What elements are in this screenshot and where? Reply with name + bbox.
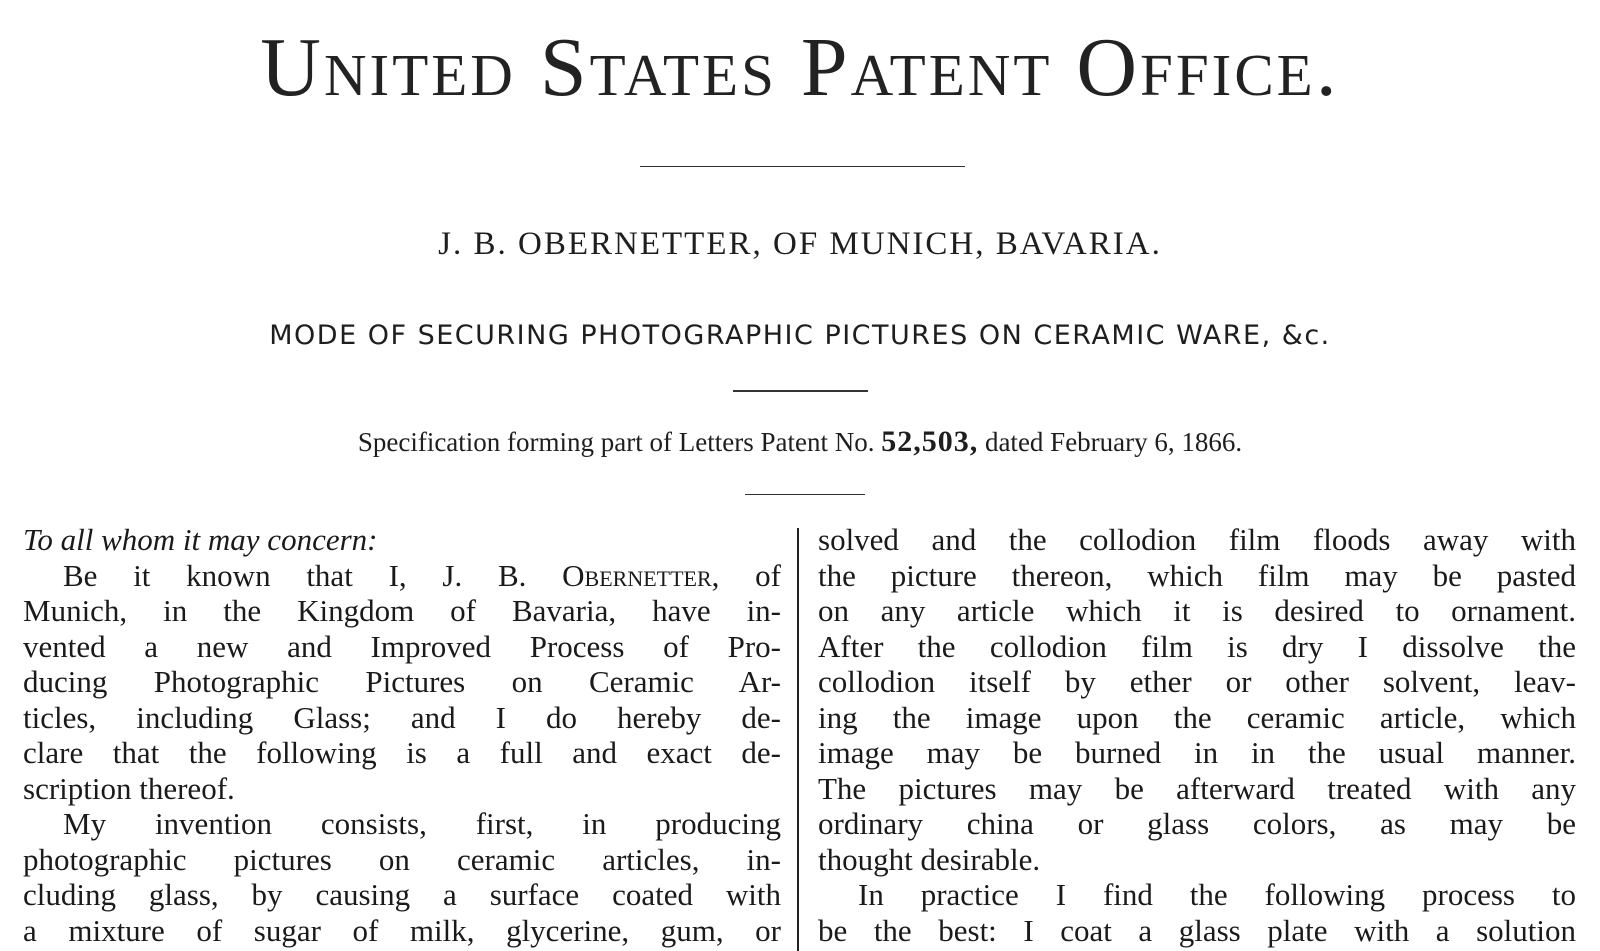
- office-heading: United States Patent Office.: [260, 21, 1340, 114]
- paragraph: [818, 522, 1576, 877]
- text-line: ducing Photographic Pictures on Ceramic Ar-: [23, 664, 781, 699]
- column-divider: [797, 528, 799, 951]
- text-segment: Be it known that I, J. B.: [63, 557, 527, 593]
- divider-rule: [745, 494, 865, 495]
- right-column: [818, 522, 1576, 948]
- text-line: be the best: I coat a glass plate with a solution: [818, 912, 1576, 948]
- inventor-line: J. B. OBERNETTER, OF MUNICH, BAVARIA.: [438, 226, 1162, 262]
- text-line: [23, 558, 781, 594]
- divider-rule: [733, 390, 868, 392]
- text-line: After the collodion film is dry I dissolve the: [818, 628, 1576, 664]
- text-line: ing the image upon the ceramic article, which: [818, 699, 1576, 735]
- paragraph: [818, 877, 1576, 948]
- text-line: solved and the collodion film floods away with: [818, 522, 1576, 557]
- text-line: photographic pictures on ceramic articles, in-: [23, 841, 781, 877]
- text-line: ticles, including Glass; and I do hereby de-: [23, 699, 781, 735]
- spec-date: dated February 6, 1866.: [984, 427, 1243, 457]
- divider-rule: [640, 166, 965, 167]
- text-line: cluding glass, by causing a surface coated with: [23, 877, 781, 912]
- text-line: clare that the following is a full and exact de-: [23, 735, 781, 770]
- specification-line: [0, 425, 1600, 459]
- salutation: To all whom it may concern:: [23, 522, 378, 557]
- patent-number: 52,503,: [881, 425, 979, 458]
- paragraph: [23, 806, 781, 948]
- text-line: In practice I find the following process to: [858, 877, 1576, 912]
- text-line: thought desirable.: [818, 841, 1041, 877]
- text-line: My invention consists, first, in producing: [63, 806, 781, 841]
- text-line: vented a new and Improved Process of Pro-: [23, 628, 781, 664]
- text-line: image may be burned in in the usual manner.: [818, 735, 1576, 770]
- left-column: [23, 522, 781, 948]
- text-segment: , of: [711, 557, 782, 593]
- text-line: ordinary china or glass colors, as may be: [818, 806, 1576, 841]
- paragraph: [23, 558, 781, 807]
- inventor-name: Obernetter: [562, 557, 712, 593]
- patent-title: MODE OF SECURING PHOTOGRAPHIC PICTURES ON CERAMIC WARE, &c.: [269, 320, 1331, 351]
- text-line: collodion itself by ether or other solvent, leav-: [818, 664, 1576, 699]
- text-line: scription thereof.: [23, 770, 235, 806]
- text-line: on any article which it is desired to ornament.: [818, 593, 1576, 628]
- spec-prefix: Specification forming part of Letters Patent No.: [357, 427, 875, 457]
- text-line: the picture thereon, which film may be pasted: [818, 557, 1576, 593]
- text-line: The pictures may be afterward treated with any: [818, 770, 1576, 806]
- text-line: a mixture of sugar of milk, glycerine, gum, or: [23, 912, 781, 948]
- text-line: Munich, in the Kingdom of Bavaria, have in-: [23, 593, 781, 628]
